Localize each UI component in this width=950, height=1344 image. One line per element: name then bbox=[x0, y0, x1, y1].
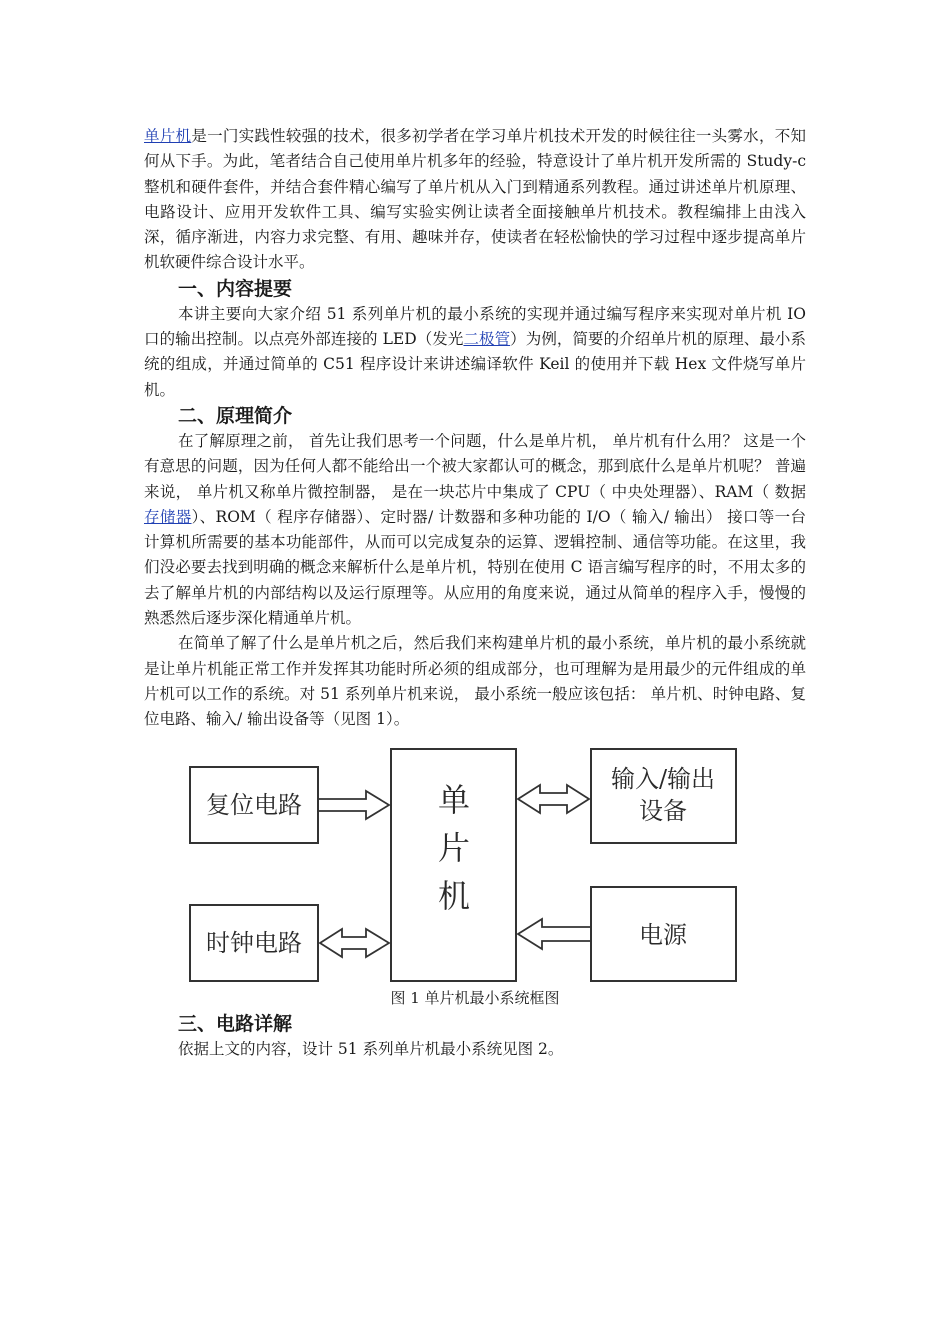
summary-paragraph: 本讲主要向大家介绍 51 系列单片机的最小系统的实现并通过编写程序来实现对单片机 IO 口的输出控制。以点亮外部连接的 LED（发光二极管）为例，简要的介绍单片机的原理、最小系统的组成，并通过简单的 C51 程序设计来讲述编译软件 Keil 的使用并下载 Hex 文件烧写单片机。 bbox=[144, 304, 806, 399]
block-diagram bbox=[144, 747, 806, 983]
io-box bbox=[591, 749, 736, 843]
section-heading-circuit: 三、电路详解 bbox=[178, 1012, 293, 1035]
reset-arrow-icon bbox=[318, 791, 389, 819]
io-label-line2: 设备 bbox=[639, 796, 687, 825]
intro-paragraph: 单片机是一门实践性较强的技术，很多初学者在学习单片机技术开发的时候往往一头雾水，不知何从下手。为此，笔者结合自己使用单片机多年的经验，特意设计了单片机开发所需的 Study-c 整机和硬件套件，并结合套件精心编写了单片机从入门到精通系列教程。通过讲述单片机原理、电路设计、应用开发软件工具、编写实验实例让读者全面接触单片机技术。教程编排上由浅入深，循序渐进，内容力求完整、有用、趣味并存，使读者在轻松愉快的学习过程中逐步提高单片机软硬件综合设计水平。 bbox=[144, 127, 806, 272]
mcu-label-1: 单 bbox=[437, 780, 471, 819]
reset-label: 复位电路 bbox=[206, 790, 302, 819]
clock-label: 时钟电路 bbox=[206, 928, 302, 957]
clock-double-arrow-icon bbox=[320, 929, 389, 957]
link-memory[interactable]: 存储器 bbox=[144, 507, 192, 526]
principle-paragraph-1: 在了解原理之前， 首先让我们思考一个问题，什么是单片机， 单片机有什么用？ 这是一个有意思的问题，因为任何人都不能给出一个被大家都认可的概念，那到底什么是单片机呢？ 普遍来说， 单片机又称单片微控制器， 是在一块芯片中集成了 CPU（ 中央处理器）、RAM（ 数据存储器）、ROM（ 程序存储器）、定时器/ 计数器和多种功能的 I/O（ 输入/ 输出） 接口等一台计算机所需要的基本功能部件，从而可以完成复杂的运算、逻辑控制、通信等功能。在这里，我们没必要去找到明确的概念来解析什么是单片机，特别在使用 C 语言编写程序的时，不用太多的去了解单片机的内部结构以及运行原理等。从应用的角度来说，通过从简单的程序入手，慢慢的熟悉然后逐步深化精通单片机。 bbox=[144, 431, 806, 628]
figure-caption: 图 1 单片机最小系统框图 bbox=[390, 988, 560, 1007]
mcu-label-2: 片 bbox=[437, 828, 471, 867]
circuit-paragraph: 依据上文的内容，设计 51 系列单片机最小系统见图 2。 bbox=[178, 1039, 564, 1058]
mcu-label-3: 机 bbox=[437, 876, 471, 915]
power-label: 电源 bbox=[639, 920, 687, 949]
io-double-arrow-icon bbox=[518, 785, 589, 813]
document-body bbox=[144, 124, 806, 1062]
figure-block-diagram bbox=[144, 747, 806, 983]
section-heading-summary: 一、内容提要 bbox=[178, 277, 293, 300]
link-diode[interactable]: 二极管 bbox=[463, 330, 511, 349]
principle-paragraph-2: 在简单了解了什么是单片机之后，然后我们来构建单片机的最小系统，单片机的最小系统就是让单片机能正常工作并发挥其功能时所必须的组成部分，也可理解为是用最少的元件组成的单片机可以工作的系统。对 51 系列单片机来说， 最小系统一般应该包括： 单片机、时钟电路、复位电路、输入/ 输出设备等（见图 1）。 bbox=[144, 634, 806, 729]
io-label-line1: 输入/输出 bbox=[610, 764, 716, 793]
power-arrow-icon bbox=[518, 919, 591, 949]
section-heading-principle: 二、原理简介 bbox=[178, 404, 293, 427]
link-mcu[interactable]: 单片机 bbox=[144, 127, 192, 145]
